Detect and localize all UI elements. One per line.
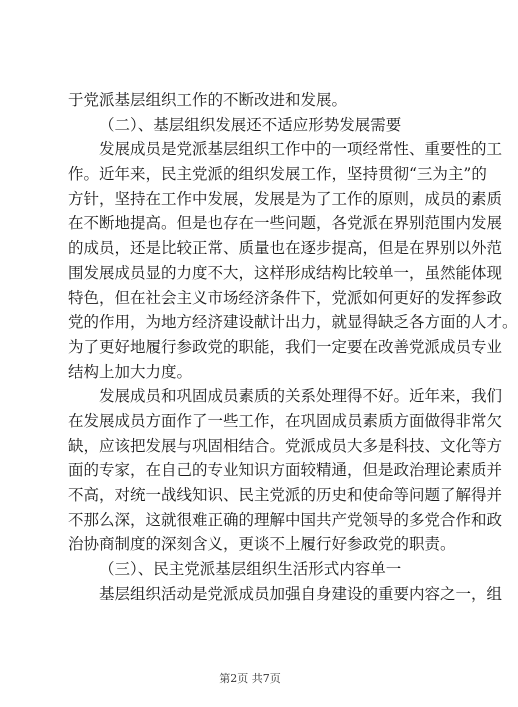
- paragraph-line: 结构上加大力度。: [68, 362, 193, 381]
- section-heading: （二）、基层组织发展还不适应形势发展需要: [99, 115, 402, 134]
- paragraph-line: 方针，坚持在工作中发展，发展是为了工作的原则，成员的素质: [68, 189, 503, 208]
- paragraph-line: 的成员，还是比较正常、质量也在逐步提高，但是在界别以外范: [68, 239, 503, 258]
- paragraph-line: 不高，对统一战线知识、民主党派的历史和使命等问题了解得并: [68, 486, 503, 504]
- paragraph-line: 于党派基层组织工作的不断改进和发展。: [68, 91, 348, 109]
- paragraph-line: 为了更好地履行参政党的职能，我们一定要在改善党派成员专业: [68, 337, 503, 356]
- paragraph-line: 面的专家，在自己的专业知识方面较精通，但是政治理论素质并: [68, 461, 503, 480]
- paragraph-line: 发展成员和巩固成员素质的关系处理得不好。近年来，我们: [99, 387, 503, 406]
- paragraph-line: 围发展成员显的力度不大，这样形成结构比较单一，虽然能体现: [68, 263, 503, 282]
- paragraph-line: 党的作用，为地方经济建设献计出力，就显得缺乏各方面的人才。: [68, 313, 518, 332]
- document-body: [68, 88, 518, 606]
- paragraph-line: 缺，应该把发展与巩固相结合。党派成员大多是科技、文化等方: [68, 436, 503, 455]
- paragraph-line: 作。近年来，民主党派的组织发展工作，坚持贯彻“三为主”的: [68, 165, 487, 184]
- paragraph-line: 发展成员是党派基层组织工作中的一项经常性、重要性的工: [99, 140, 503, 159]
- section-heading: （三）、民主党派基层组织生活形式内容单一: [99, 560, 402, 579]
- page-footer: 第2页 共7页: [219, 672, 281, 685]
- paragraph-line: 基层组织活动是党派成员加强自身建设的重要内容之一，组: [99, 584, 503, 603]
- paragraph-line: 在不断地提高。但是也存在一些问题，各党派在界别范围内发展: [68, 214, 503, 233]
- paragraph-line: 特色，但在社会主义市场经济条件下，党派如何更好的发挥参政: [68, 288, 503, 307]
- paragraph-line: 治协商制度的深刻含义，更谈不上履行好参政党的职责。: [68, 535, 456, 554]
- paragraph-line: 在发展成员方面作了一些工作，在巩固成员素质方面做得非常欠: [68, 411, 503, 430]
- paragraph-line: 不那么深，这就很难正确的理解中国共产党领导的多党合作和政: [68, 510, 503, 529]
